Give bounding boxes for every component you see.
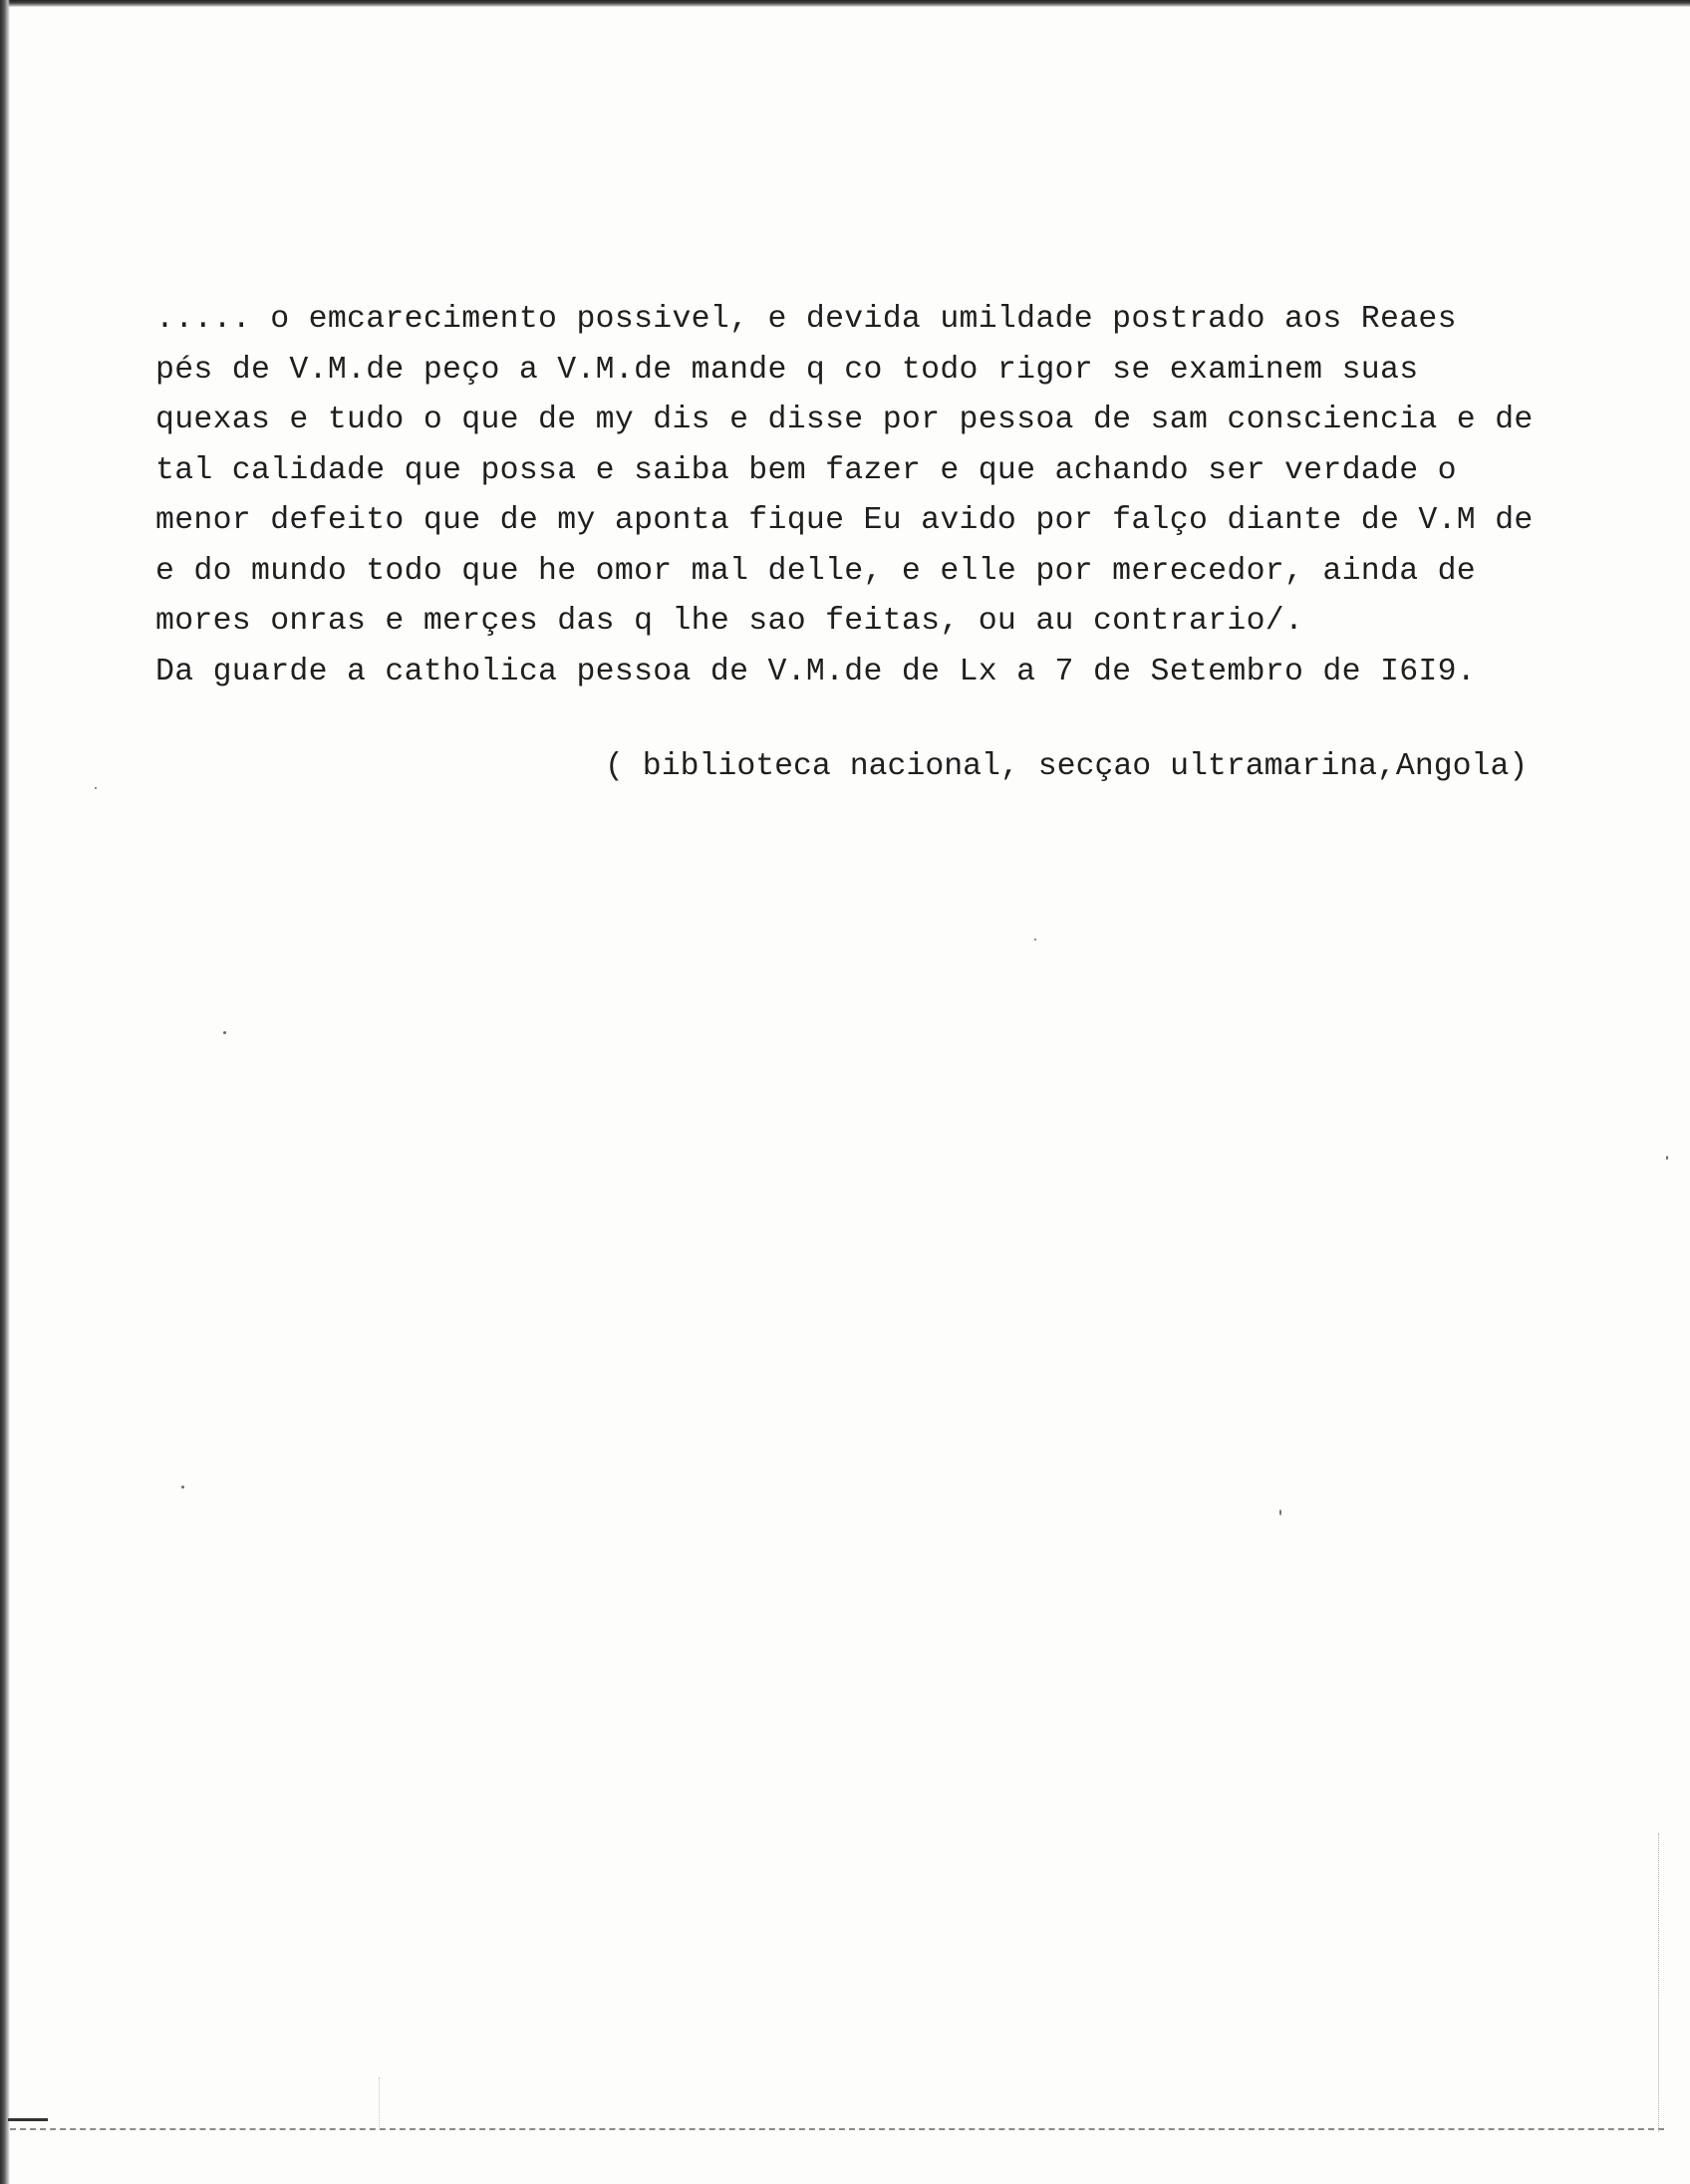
scan-edge-right xyxy=(1658,1833,1659,2132)
scan-edge-bottom-tick xyxy=(8,2118,48,2121)
scan-fold-mark xyxy=(379,2077,380,2127)
scan-speck xyxy=(181,1486,184,1489)
scan-speck xyxy=(95,787,97,789)
scan-edge-bottom xyxy=(10,2128,1664,2130)
scan-speck xyxy=(223,1031,226,1034)
letter-body xyxy=(155,295,1650,697)
letter-line: menor defeito que de my aponta fique Eu avido por falço diante de V.M de xyxy=(155,503,1534,538)
scan-speck xyxy=(1034,939,1036,941)
letter-line: tal calidade que possa e saiba bem fazer e que achando ser verdade o xyxy=(155,452,1457,488)
letter-line: pés de V.M.de peço a V.M.de mande q co todo rigor se examinem suas xyxy=(155,352,1419,388)
scan-speck xyxy=(1279,1509,1281,1515)
letter-line: mores onras e merçes das q lhe sao feitas, ou au contrario/. xyxy=(155,604,1304,639)
scan-speck xyxy=(1666,1156,1668,1160)
scan-edge-top xyxy=(0,0,1690,7)
letter-line: quexas e tudo o que de my dis e disse por pessoa de sam consciencia e de xyxy=(155,403,1534,437)
source-citation: ( biblioteca nacional, secçao ultramarina,Angola) xyxy=(605,749,1529,784)
letter-line: ..... o emcarecimento possivel, e devida umildade postrado aos Reaes xyxy=(155,302,1457,337)
scan-edge-left xyxy=(0,0,10,2184)
letter-line: e do mundo todo que he omor mal delle, e elle por merecedor, ainda de xyxy=(155,553,1477,589)
letter-line: Da guarde a catholica pessoa de V.M.de de Lx a 7 de Setembro de I6I9. xyxy=(155,654,1477,689)
